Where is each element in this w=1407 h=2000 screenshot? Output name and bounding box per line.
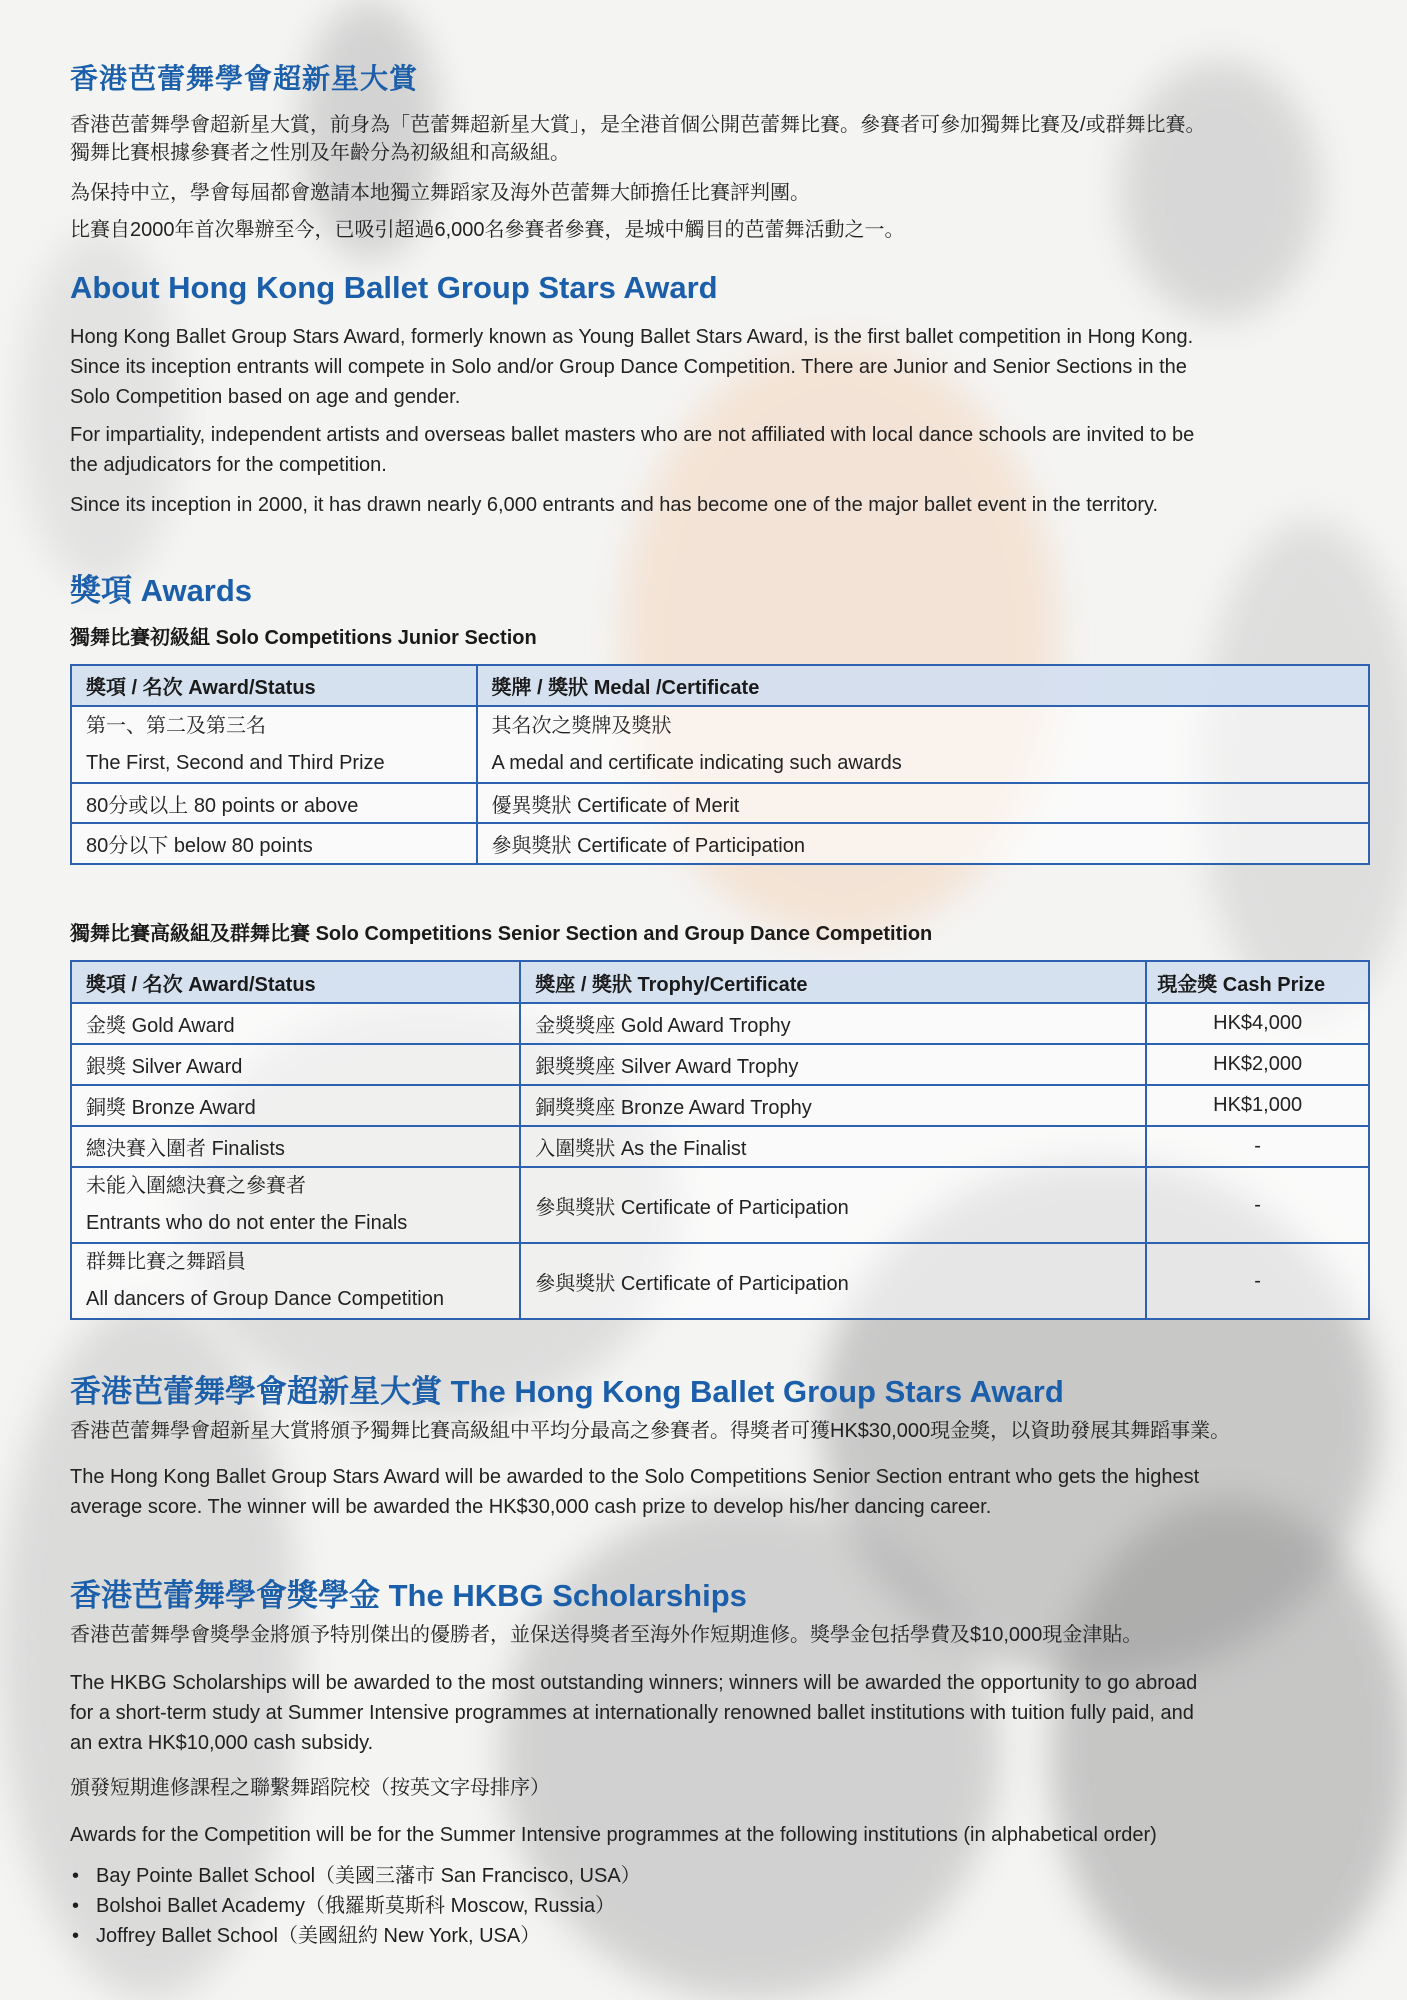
senior-title-cn: 獨舞比賽高級組及群舞比賽 bbox=[70, 923, 310, 945]
scholarships-line: for a short-term study at Summer Intensive programmes at internationally renowned ballet institutions with tuition fully paid, and bbox=[70, 1702, 1194, 1724]
table-row bbox=[71, 1085, 1369, 1126]
about-line: Since its inception in 2000, it has drawn nearly 6,000 entrants and has become one of the major ballet event in the territory. bbox=[70, 494, 1159, 516]
cell-award: 其名次之獎牌及獎狀 A medal and certificate indicating such awards bbox=[477, 706, 1370, 783]
intro-paragraph: 獨舞比賽根據參賽者之性別及年齡分為初級組和高級組。 bbox=[70, 142, 570, 164]
senior-section-title bbox=[70, 917, 932, 946]
institutions-list bbox=[72, 1861, 641, 1951]
stars-award-heading-en: The Hong Kong Ballet Group Stars Award bbox=[450, 1374, 1064, 1409]
table-row bbox=[71, 1243, 1369, 1319]
stars-award-heading-cn: 香港芭蕾舞學會超新星大賞 bbox=[70, 1374, 442, 1409]
intro-title: 香港芭蕾舞學會超新星大賞 bbox=[70, 63, 419, 94]
junior-title-en: Solo Competitions Junior Section bbox=[215, 627, 537, 649]
cell-award: 參與獎狀 Certificate of Participation bbox=[477, 823, 1370, 864]
cell-status: 群舞比賽之舞蹈員 All dancers of Group Dance Competition bbox=[71, 1243, 520, 1319]
cell-award: 銀獎獎座 Silver Award Trophy bbox=[520, 1044, 1146, 1085]
cell-award: 金獎獎座 Gold Award Trophy bbox=[520, 1003, 1146, 1044]
intro-paragraph: 為保持中立，學會每屆都會邀請本地獨立舞蹈家及海外芭蕾舞大師擔任比賽評判團。 bbox=[70, 182, 810, 204]
cell-status: 80分以下 below 80 points bbox=[71, 823, 477, 864]
cell-cash: HK$4,000 bbox=[1146, 1003, 1369, 1044]
about-line: For impartiality, independent artists and overseas ballet masters who are not affiliated with local dance schools are invited to be bbox=[70, 424, 1195, 446]
scholarships-line: an extra HK$10,000 cash subsidy. bbox=[70, 1732, 374, 1754]
cell-status: 總決賽入圍者 Finalists bbox=[71, 1126, 520, 1167]
cell-award: 參與獎狀 Certificate of Participation bbox=[520, 1167, 1146, 1243]
senior-awards-table bbox=[70, 960, 1370, 1320]
cell-status: 第一、第二及第三名 The First, Second and Third Prize bbox=[71, 706, 477, 783]
column-header-award-status: 獎項 / 名次 Award/Status bbox=[71, 665, 477, 706]
cell-cash: HK$1,000 bbox=[1146, 1085, 1369, 1126]
scholarships-heading-en: The HKBG Scholarships bbox=[388, 1578, 747, 1613]
senior-title-en: Solo Competitions Senior Section and Group Dance Competition bbox=[315, 923, 933, 945]
cell-status: 金獎 Gold Award bbox=[71, 1003, 520, 1044]
table-row bbox=[71, 1044, 1369, 1085]
cell-award: 參與獎狀 Certificate of Participation bbox=[520, 1243, 1146, 1319]
cell-award: 銅獎獎座 Bronze Award Trophy bbox=[520, 1085, 1146, 1126]
table-row bbox=[71, 706, 1369, 783]
bullet-icon: • bbox=[72, 1865, 80, 1887]
scholarships-line: The HKBG Scholarships will be awarded to the most outstanding winners; winners will be awarded the opportunity to go abroad bbox=[70, 1672, 1198, 1694]
column-header-award-status: 獎項 / 名次 Award/Status bbox=[71, 961, 520, 1003]
cell-cash: - bbox=[1146, 1243, 1369, 1319]
junior-section-title bbox=[70, 621, 537, 650]
list-item: • Bay Pointe Ballet School（美國三藩市 San Francisco, USA） bbox=[96, 1861, 641, 1891]
scholarships-heading bbox=[70, 1570, 747, 1615]
cell-award: 入圍獎狀 As the Finalist bbox=[520, 1126, 1146, 1167]
table-header-row bbox=[71, 961, 1369, 1003]
cell-status: 未能入圍總決賽之參賽者 Entrants who do not enter the Finals bbox=[71, 1167, 520, 1243]
intro-paragraph: 比賽自2000年首次舉辦至今，已吸引超過6,000名參賽者參賽，是城中觸目的芭蕾舞活動之一。 bbox=[70, 219, 905, 241]
awards-heading-en: Awards bbox=[140, 573, 253, 608]
junior-awards-table bbox=[70, 664, 1370, 865]
about-line: Since its inception entrants will compete in Solo and/or Group Dance Competition. There are Junior and Senior Sections in the bbox=[70, 356, 1187, 378]
table-header-row bbox=[71, 665, 1369, 706]
column-header-medal-certificate: 獎牌 / 獎狀 Medal /Certificate bbox=[477, 665, 1370, 706]
bullet-icon: • bbox=[72, 1895, 80, 1917]
stars-award-line: average score. The winner will be awarded the HK$30,000 cash prize to develop his/her dancing career. bbox=[70, 1496, 992, 1518]
junior-title-cn: 獨舞比賽初級組 bbox=[70, 627, 210, 649]
about-line: Solo Competition based on age and gender. bbox=[70, 386, 461, 408]
cell-award: 優異獎狀 Certificate of Merit bbox=[477, 783, 1370, 823]
bullet-icon: • bbox=[72, 1925, 80, 1947]
table-row bbox=[71, 783, 1369, 823]
institutions-intro-en: Awards for the Competition will be for the Summer Intensive programmes at the following institutions (in alphabetical order) bbox=[70, 1824, 1157, 1846]
column-header-cash-prize: 現金獎 Cash Prize bbox=[1146, 961, 1369, 1003]
about-heading: About Hong Kong Ballet Group Stars Award bbox=[70, 270, 718, 305]
cell-cash: HK$2,000 bbox=[1146, 1044, 1369, 1085]
awards-heading-cn: 獎項 bbox=[70, 573, 132, 608]
cell-cash: - bbox=[1146, 1126, 1369, 1167]
stars-award-heading bbox=[70, 1366, 1064, 1411]
table-row bbox=[71, 823, 1369, 864]
list-item: • Bolshoi Ballet Academy（俄羅斯莫斯科 Moscow, Russia） bbox=[96, 1891, 641, 1921]
cell-status: 銀獎 Silver Award bbox=[71, 1044, 520, 1085]
about-line: Hong Kong Ballet Group Stars Award, formerly known as Young Ballet Stars Award, is the first ballet competition in Hong Kong. bbox=[70, 326, 1194, 348]
institutions-intro-cn: 頒發短期進修課程之聯繫舞蹈院校（按英文字母排序） bbox=[70, 1777, 550, 1799]
scholarships-text-cn: 香港芭蕾舞學會獎學金將頒予特別傑出的優勝者，並保送得獎者至海外作短期進修。獎學金包括學費及$10,000現金津貼。 bbox=[70, 1624, 1143, 1646]
stars-award-line: The Hong Kong Ballet Group Stars Award will be awarded to the Solo Competitions Senior Section entrant who gets the highest bbox=[70, 1466, 1200, 1488]
column-header-trophy-certificate: 獎座 / 獎狀 Trophy/Certificate bbox=[520, 961, 1146, 1003]
scholarships-heading-cn: 香港芭蕾舞學會獎學金 bbox=[70, 1578, 380, 1613]
table-row bbox=[71, 1003, 1369, 1044]
cell-status: 銅獎 Bronze Award bbox=[71, 1085, 520, 1126]
stars-award-text-cn: 香港芭蕾舞學會超新星大賞將頒予獨舞比賽高級組中平均分最高之參賽者。得獎者可獲HK$30,000現金獎，以資助發展其舞蹈事業。 bbox=[70, 1420, 1231, 1442]
table-row bbox=[71, 1126, 1369, 1167]
table-row bbox=[71, 1167, 1369, 1243]
cell-status: 80分或以上 80 points or above bbox=[71, 783, 477, 823]
awards-heading bbox=[70, 565, 252, 610]
about-line: the adjudicators for the competition. bbox=[70, 454, 387, 476]
intro-paragraph: 香港芭蕾舞學會超新星大賞，前身為「芭蕾舞超新星大賞」，是全港首個公開芭蕾舞比賽。參賽者可參加獨舞比賽及/或群舞比賽。 bbox=[70, 114, 1206, 136]
list-item: • Joffrey Ballet School（美國紐約 New York, USA） bbox=[96, 1921, 641, 1951]
cell-cash: - bbox=[1146, 1167, 1369, 1243]
